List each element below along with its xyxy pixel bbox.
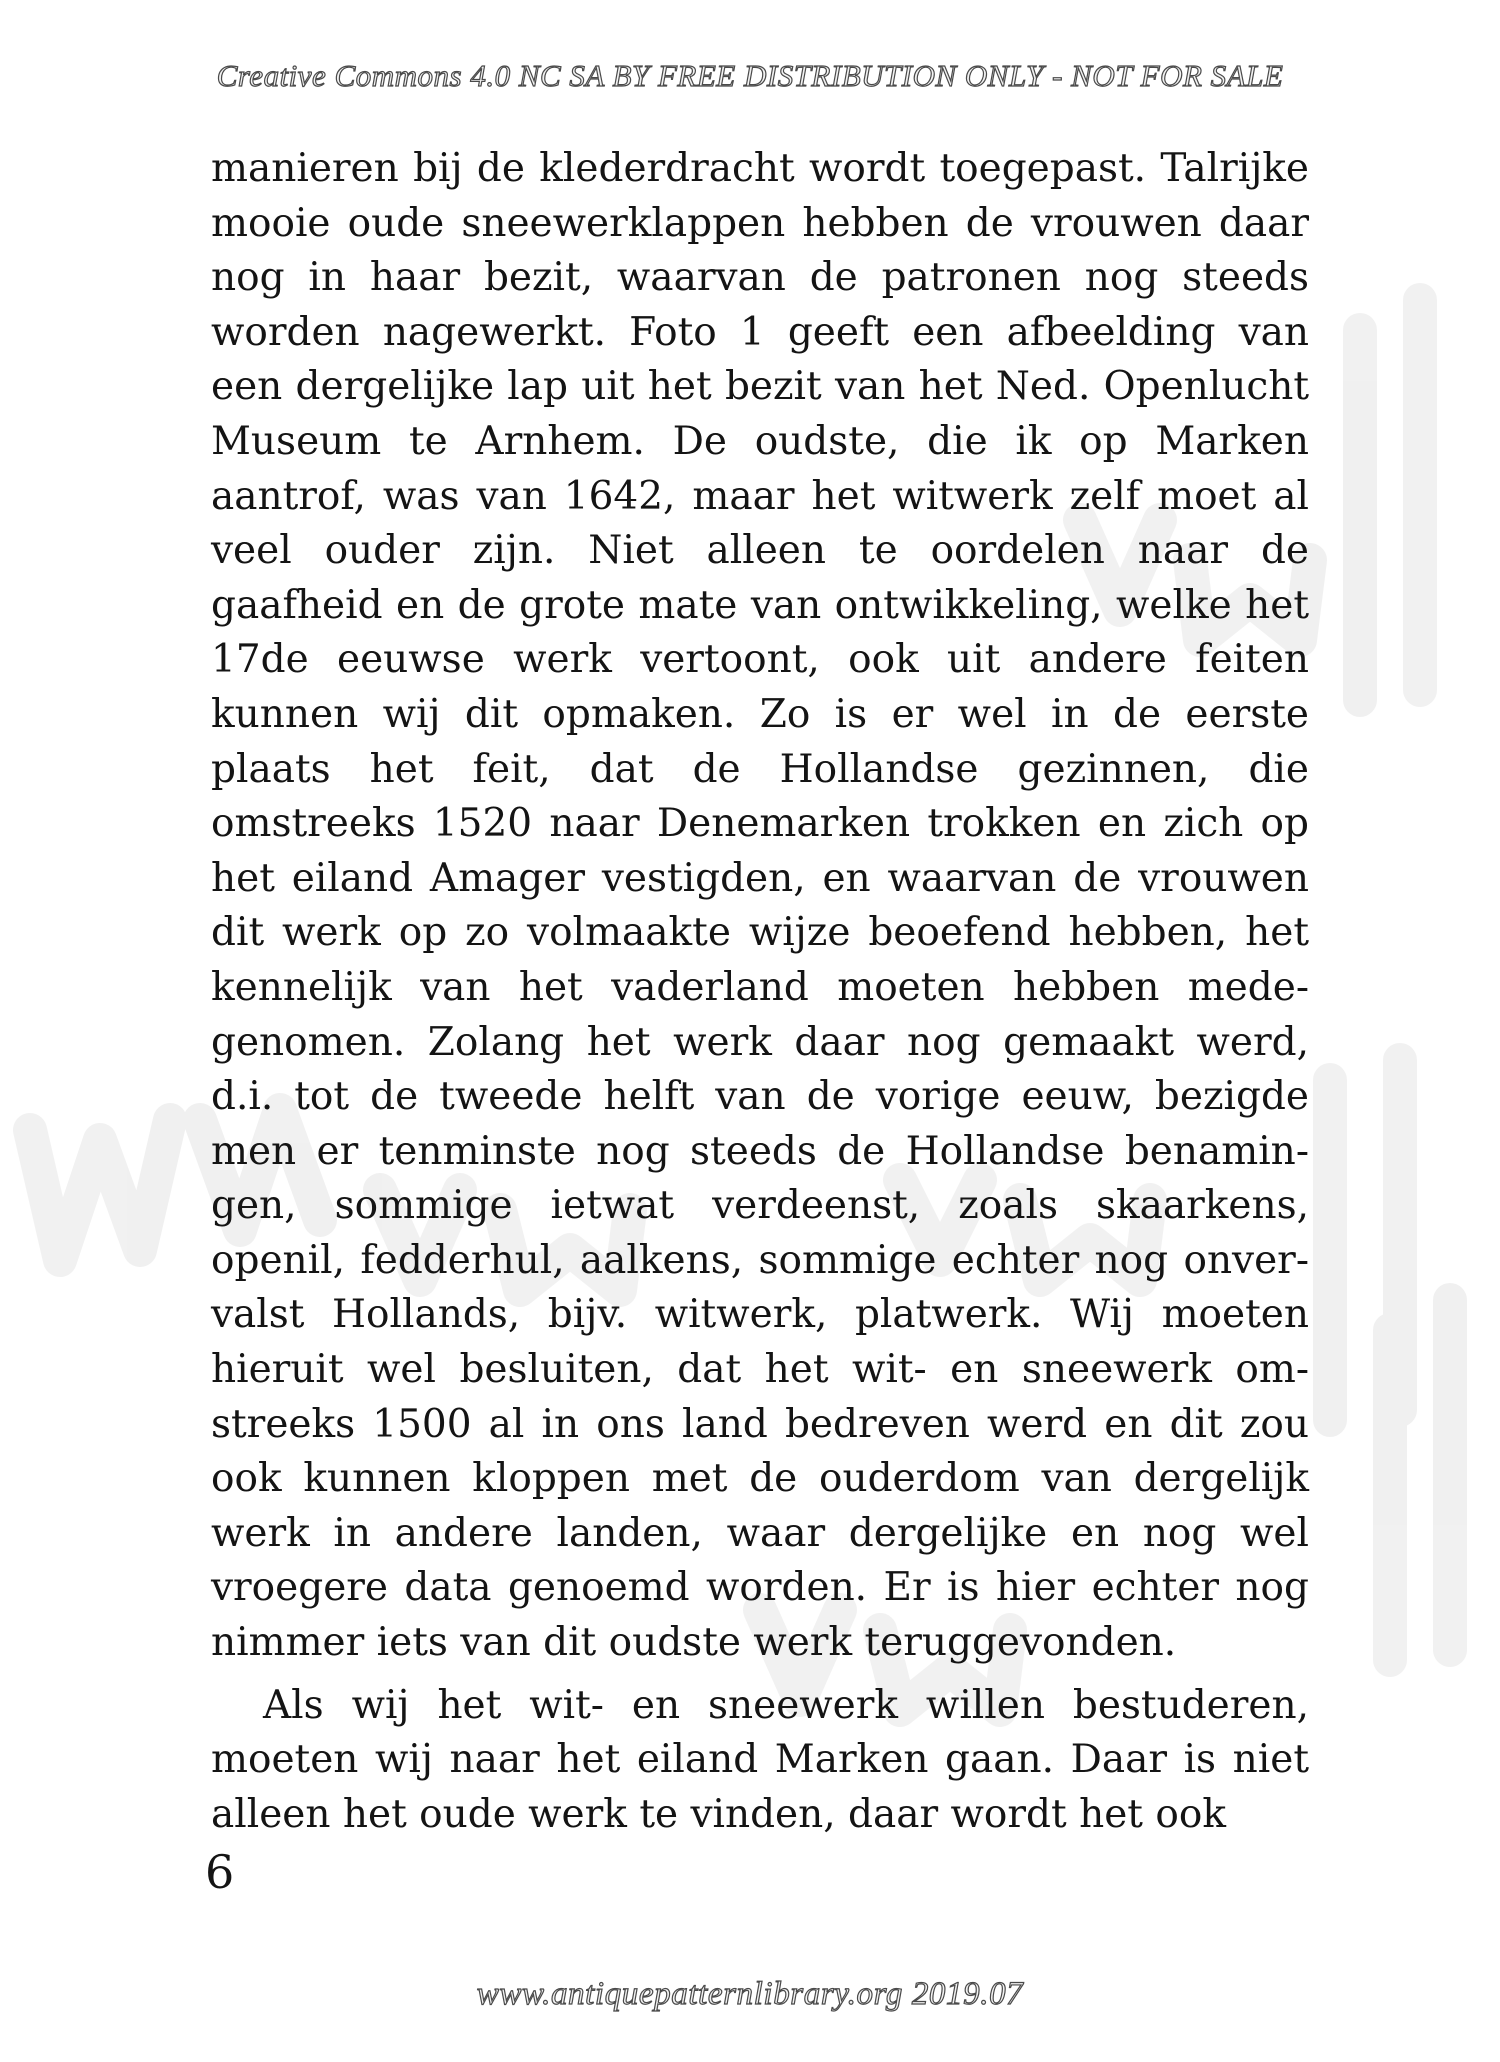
paragraph-2: Als wij het wit- en sneewerk willen bestuderen, moeten wij naar het eiland Marken gaan. Daar is niet alleen het oude werk te vinden, daar wordt het ook [211,1682,1309,1837]
page-number: 6 [205,1845,235,1899]
source-url: www.antiquepatternlibrary.org 2019.07 [476,1976,1024,2012]
paragraph-1: manieren bij de klederdracht wordt toegepast. Talrijke mooie oude sneewerklappen hebben de vrouwen daar nog in haar bezit, waarvan de patronen nog steeds worden nagewerkt. Foto 1 geeft een afbeelding van een dergelijke lap uit het bezit van het Ned. Openlucht Museum te Arnhem. De oudste, die ik op Marken aantrof, was van 1642, maar het witwerk zelf moet al veel ouder zijn. Niet alleen te oordelen naar de gaafheid en de grote mate van ontwikkeling, welke het 17de eeuwse werk vertoont, ook uit andere feiten kunnen wij dit opmaken. Zo is er wel in de eerste plaats het feit, dat de Hollandse gezinnen, die omstreeks 1520 naar Denemarken trokken en zich op het eiland Amager vestigden, en waarvan de vrouwen dit werk op zo volmaakte wijze beoefend hebben, het kennelijk van het vaderland moeten hebben medegenomen. Zolang het werk daar nog gemaakt werd, d.i. tot de tweede helft van de vorige eeuw, bezigde men er tenminste nog steeds de Hollandse benamingen, sommige ietwat verdeenst, zoals skaarkens, openil, fedderhul, aalkens, sommige echter nog onvervalst Hollands, bijv. witwerk, platwerk. Wij moeten hieruit wel besluiten, dat het wit- en sneewerk omstreeks 1500 al in ons land bedreven werd en dit zou ook kunnen kloppen met de ouderdom van dergelijk werk in andere landen, waar dergelijke en nog wel vroegere data genoemd worden. Er is hier echter nog nimmer iets van dit oudste werk teruggevonden. [211,146,1309,1666]
page-body [211,142,1309,1842]
license-banner: Creative Commons 4.0 NC SA BY FREE DISTRIBUTION ONLY - NOT FOR SALE [216,58,1284,93]
